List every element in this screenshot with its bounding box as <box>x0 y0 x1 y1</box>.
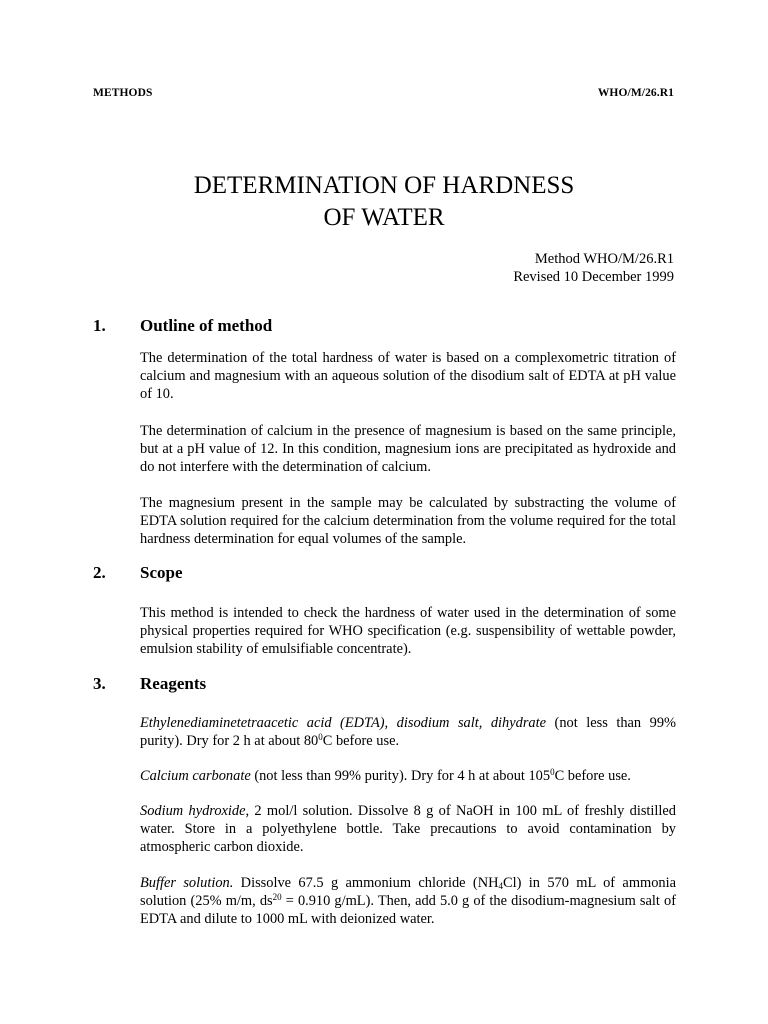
paragraph: This method is intended to check the hardness of water used in the determination of some physical properties required for WHO specification (e.g. suspensibility of wettable powder, emulsion stability of emulsifiable concentrate). <box>140 605 676 657</box>
method-number: Method WHO/M/26.R1 <box>534 251 674 267</box>
revision-date: Revised 10 December 1999 <box>513 269 674 285</box>
reagent-text: (not less than 99% purity). Dry for 4 h at about 105 <box>250 768 551 784</box>
reagent-buffer-solution <box>140 874 676 928</box>
reagent-name: Buffer solution. <box>140 875 234 891</box>
reagent-text: (not less than 99% purity). Dry for 2 h at about 80 <box>140 715 677 749</box>
superscript: 0 <box>318 732 323 742</box>
reagent-name: Calcium carbonate <box>140 768 251 784</box>
reagent-calcium-carbonate <box>140 767 676 785</box>
reagent-text: Dissolve 67.5 g ammonium chloride (NH <box>233 875 499 891</box>
reagent-text: C before use. <box>322 733 400 749</box>
paragraph: The magnesium present in the sample may be calculated by substracting the volume of EDTA solution required for the calcium determination from the volume required for the total hardness determination for equal volumes of the sample. <box>140 495 676 547</box>
subscript: 4 <box>498 881 504 891</box>
section-number: 3. <box>93 674 106 693</box>
paragraph: The determination of the total hardness of water is based on a complexometric titration of calcium and magnesium with an aqueous solution of the disodium salt of EDTA at pH value of 10. <box>140 350 676 402</box>
reagent-text: Cl) in 570 mL of ammonia solution (25% m/m, ds <box>140 875 676 909</box>
reagent-text: C before use. <box>554 768 631 784</box>
reagent-sodium-hydroxide <box>140 802 676 856</box>
superscript: 20 <box>272 892 282 902</box>
section-number: 1. <box>93 316 106 335</box>
reagent-text: = 0.910 g/mL). Then, add 5.0 g of the disodium-magnesium salt of EDTA and dilute to 1000 mL with deionized water. <box>140 893 676 927</box>
document-title <box>0 170 768 234</box>
reagent-text: , 2 mol/l solution. Dissolve 8 g of NaOH in 100 mL of freshly distilled water. Store in a polyethylene bottle. Take precautions to avoid contamination by atmospheric carbon dioxide. <box>140 803 676 855</box>
reagent-name: Sodium hydroxide <box>140 803 246 819</box>
title-line-1: DETERMINATION OF HARDNESS <box>193 172 575 199</box>
superscript: 0 <box>550 767 555 777</box>
method-info <box>513 250 674 286</box>
section-title: Reagents <box>140 674 207 693</box>
header-left: METHODS <box>93 87 153 99</box>
section-title: Outline of method <box>140 316 273 335</box>
section-number: 2. <box>93 563 106 582</box>
title-line-2: OF WATER <box>323 204 445 231</box>
header-right: WHO/M/26.R1 <box>597 87 674 99</box>
section-title: Scope <box>140 563 183 582</box>
paragraph: The determination of calcium in the presence of magnesium is based on the same principle, but at a pH value of 12. In this condition, magnesium ions are precipitated as hydroxide and do not interfere with the determination of calcium. <box>140 423 676 475</box>
reagent-edta <box>140 714 676 750</box>
reagent-name: Ethylenediaminetetraacetic acid (EDTA), disodium salt, dihydrate <box>140 715 547 731</box>
